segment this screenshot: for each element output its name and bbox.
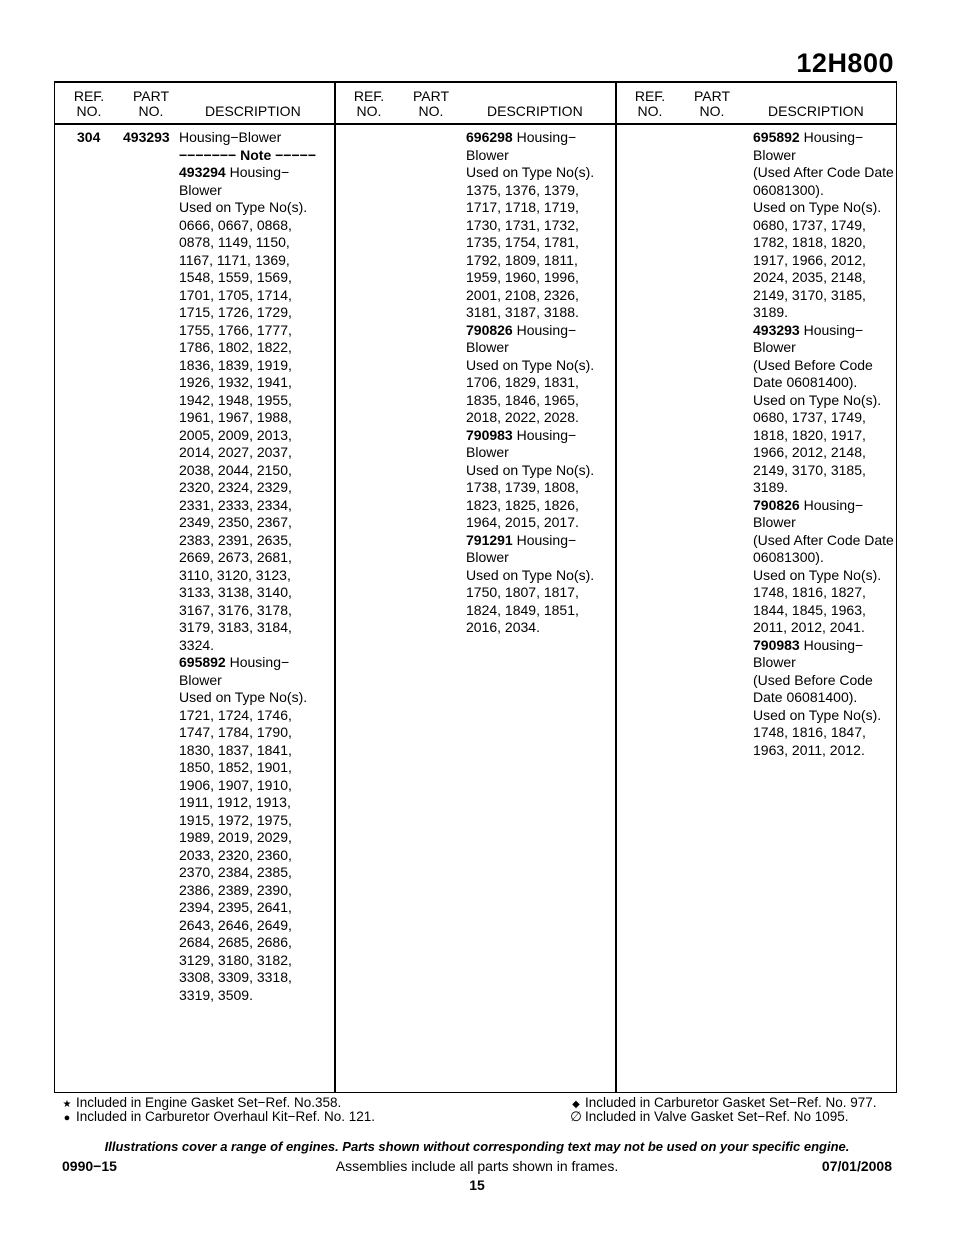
- description-line: [753, 742, 894, 760]
- description-text: 1911, 1912, 1913,: [179, 794, 291, 810]
- description-line: [179, 147, 316, 165]
- description-text: 1906, 1907, 1910,: [179, 776, 292, 793]
- description-line: [753, 269, 894, 287]
- description-text: Used on Type No(s).: [466, 566, 595, 583]
- description-line: [179, 532, 316, 550]
- description-text: 0878, 1149, 1150,: [179, 234, 290, 250]
- description-line: [179, 987, 316, 1005]
- description-text: 1830, 1837, 1841,: [179, 741, 292, 758]
- description-line: [466, 147, 594, 165]
- description-line: [466, 549, 594, 567]
- description-line: [753, 374, 894, 392]
- description-line: [753, 637, 894, 655]
- description-line: [466, 287, 594, 305]
- description-line: [179, 269, 316, 287]
- description-text: 1738, 1739, 1808,: [466, 479, 579, 495]
- description-text: Housing−: [799, 496, 864, 513]
- header-part-no: PART NO.: [412, 88, 450, 119]
- description-line: [179, 444, 316, 462]
- description-text: Used on Type No(s).: [179, 689, 308, 705]
- description-line: [179, 689, 316, 707]
- description-text: 3319, 3509.: [179, 986, 253, 1003]
- description-line: [753, 252, 894, 270]
- description-line: [753, 689, 894, 707]
- description-text: 1755, 1766, 1777,: [179, 321, 292, 338]
- description-text: 2383, 2391, 2635,: [179, 531, 292, 548]
- part-number-ref: 790983: [466, 426, 513, 443]
- description-text: 1824, 1849, 1851,: [466, 601, 579, 618]
- description-text: 1818, 1820, 1917,: [753, 426, 866, 443]
- description-text: (Used After Code Date: [753, 164, 894, 180]
- description-text: Used on Type No(s).: [466, 461, 595, 478]
- description-text: 2033, 2320, 2360,: [179, 846, 292, 863]
- description-text: 0666, 0667, 0868,: [179, 216, 292, 233]
- description-text: (Used Before Code: [753, 671, 873, 688]
- description-text: 3167, 3176, 3178,: [179, 601, 292, 618]
- description-line: [179, 777, 316, 795]
- description-text: 1735, 1754, 1781,: [466, 234, 579, 250]
- description-text: Housing−Blower: [179, 129, 282, 145]
- part-number-ref: 695892: [753, 129, 800, 145]
- description-line: [753, 707, 894, 725]
- description-text: 2011, 2012, 2041.: [753, 619, 865, 635]
- description-text: 1964, 2015, 2017.: [466, 514, 579, 530]
- description-text: 1748, 1816, 1847,: [753, 724, 866, 740]
- description-line: [466, 409, 594, 427]
- part-number-ref: 790826: [466, 321, 513, 338]
- description-line: [466, 392, 594, 410]
- part-number-ref: 695892: [179, 654, 226, 670]
- description-text: 1715, 1726, 1729,: [179, 304, 292, 320]
- description-line: [179, 234, 316, 252]
- description-text: Housing−: [225, 164, 290, 180]
- header-ref-no: REF. NO.: [634, 88, 666, 119]
- description-text: 1989, 2019, 2029,: [179, 829, 292, 845]
- description-text: 2149, 3170, 3185,: [753, 461, 866, 478]
- part-number-ref: 493294: [179, 164, 226, 180]
- part-number-ref: 493293: [753, 321, 800, 338]
- header-divider: [55, 123, 896, 125]
- description-text: 2669, 2673, 2681,: [179, 549, 292, 565]
- description-line: [179, 129, 316, 147]
- disclaimer: Illustrations cover a range of engines. Parts shown without corresponding text may not be used on your specific engine.: [104, 1139, 850, 1154]
- description-text: 1823, 1825, 1826,: [466, 496, 579, 513]
- description-line: [179, 567, 316, 585]
- description-line: [179, 707, 316, 725]
- description-line: [753, 532, 894, 550]
- description-text: Used on Type No(s).: [753, 566, 882, 583]
- description-line: [753, 182, 894, 200]
- part-number-ref: 790983: [753, 636, 800, 653]
- description-text: Housing−: [799, 636, 864, 653]
- description-line: [179, 462, 316, 480]
- description-line: [466, 374, 594, 392]
- part-number-ref: 696298: [466, 129, 513, 145]
- description-line: [753, 304, 894, 322]
- description-text: 1747, 1784, 1790,: [179, 724, 292, 740]
- description-text: 1835, 1846, 1965,: [466, 391, 579, 408]
- description-line: [753, 724, 894, 742]
- description-line: [179, 934, 316, 952]
- header-description: DESCRIPTION: [487, 103, 583, 119]
- description-text: 1375, 1376, 1379,: [466, 181, 579, 198]
- description-line: [179, 339, 316, 357]
- description-text: Blower: [179, 671, 222, 688]
- description-line: [753, 479, 894, 497]
- header-ref-no: REF. NO.: [73, 88, 105, 119]
- description-line: [753, 217, 894, 235]
- description-line: [179, 584, 316, 602]
- description-line: [466, 479, 594, 497]
- description-text: Blower: [466, 444, 509, 460]
- description-text: 2018, 2022, 2028.: [466, 409, 579, 425]
- part-number: 493293: [123, 129, 170, 145]
- description-line: [466, 339, 594, 357]
- description-line: [753, 514, 894, 532]
- star-icon: ★: [62, 1099, 72, 1110]
- description-line: [753, 619, 894, 637]
- description-text: 3133, 3138, 3140,: [179, 584, 292, 600]
- description-text: 3308, 3309, 3318,: [179, 969, 292, 985]
- description-line: [466, 444, 594, 462]
- description-line: [179, 829, 316, 847]
- description-line: [753, 409, 894, 427]
- description-text: 1959, 1960, 1996,: [466, 269, 579, 285]
- description-text: 0680, 1737, 1749,: [753, 216, 866, 233]
- description-line: [466, 199, 594, 217]
- description-text: Used on Type No(s).: [753, 391, 882, 408]
- description-text: Date 06081400).: [753, 374, 858, 390]
- description-line: [179, 812, 316, 830]
- description-line: [466, 234, 594, 252]
- description-text: 1836, 1839, 1919,: [179, 356, 292, 373]
- description-text: 2038, 2044, 2150,: [179, 461, 292, 478]
- description-line: [179, 882, 316, 900]
- description-line: [753, 339, 894, 357]
- description-line: [179, 969, 316, 987]
- description-line: [753, 357, 894, 375]
- column-divider: [615, 83, 617, 1092]
- description-text: Blower: [753, 146, 796, 163]
- description-text: Blower: [466, 339, 509, 355]
- description-line: [179, 182, 316, 200]
- description-text: 1701, 1705, 1714,: [179, 286, 292, 303]
- description-text: (Used Before Code: [753, 356, 873, 373]
- description-line: [753, 164, 894, 182]
- description-line: [179, 322, 316, 340]
- description-line: [466, 322, 594, 340]
- description-text: Blower: [753, 514, 796, 530]
- description-text: 3189.: [753, 304, 789, 320]
- description-text: Blower: [753, 339, 796, 355]
- description-text: Housing−: [799, 129, 864, 145]
- description-line: [179, 549, 316, 567]
- description-line: [179, 864, 316, 882]
- part-number-ref: −−−−−−−: [179, 146, 237, 163]
- description-text: 1548, 1559, 1569,: [179, 269, 292, 285]
- description-line: [179, 374, 316, 392]
- description-line: [179, 847, 316, 865]
- description-text: 1706, 1829, 1831,: [466, 374, 579, 390]
- description-text: 1750, 1807, 1817,: [466, 584, 579, 600]
- description-text: 3110, 3120, 3123,: [179, 566, 291, 583]
- description-text: Blower: [466, 549, 509, 565]
- footnote-carb-gasket: ◆ Included in Carburetor Gasket Set−Ref. No. 977.: [567, 1096, 877, 1112]
- assemblies-note: Assemblies include all parts shown in frames.: [335, 1158, 619, 1174]
- description-line: [466, 304, 594, 322]
- description-text: 3129, 3180, 3182,: [179, 951, 292, 968]
- description-line: [753, 444, 894, 462]
- description-text: 1748, 1816, 1827,: [753, 584, 866, 600]
- description-text: 1792, 1809, 1811,: [466, 251, 578, 268]
- header-part-no: PART NO.: [132, 88, 170, 119]
- description-line: [466, 619, 594, 637]
- description-line: [753, 462, 894, 480]
- header-description: DESCRIPTION: [205, 103, 301, 119]
- description-text: Used on Type No(s).: [466, 356, 595, 373]
- footnote-carb-overhaul: ● Included in Carburetor Overhaul Kit−Ref. No. 121.: [58, 1110, 375, 1125]
- part-number-ref: Note: [236, 146, 276, 163]
- description-text: 2394, 2395, 2641,: [179, 899, 292, 915]
- description-line: [179, 409, 316, 427]
- description-line: [466, 217, 594, 235]
- description-line: [179, 479, 316, 497]
- description-line: [179, 164, 316, 182]
- description-line: [179, 742, 316, 760]
- description-text: Housing−: [799, 321, 864, 338]
- description-column-1: [179, 129, 316, 1004]
- description-line: [179, 654, 316, 672]
- description-line: [179, 427, 316, 445]
- description-line: [466, 532, 594, 550]
- description-line: [753, 427, 894, 445]
- revision-date: 07/01/2008: [821, 1158, 892, 1174]
- description-line: [753, 147, 894, 165]
- description-text: Housing−: [225, 654, 290, 670]
- column-divider: [334, 83, 336, 1092]
- description-text: 1167, 1171, 1369,: [179, 251, 290, 268]
- description-line: [466, 427, 594, 445]
- description-line: [466, 514, 594, 532]
- description-line: [179, 724, 316, 742]
- description-line: [179, 392, 316, 410]
- description-text: 1966, 2012, 2148,: [753, 444, 866, 460]
- description-text: 2370, 2384, 2385,: [179, 864, 292, 880]
- part-number-ref: 790826: [753, 496, 800, 513]
- ref-number: 304: [77, 129, 101, 145]
- description-text: 0680, 1737, 1749,: [753, 409, 866, 425]
- part-number-ref: −−−−−: [275, 146, 317, 163]
- description-line: [179, 497, 316, 515]
- description-text: 1786, 1802, 1822,: [179, 339, 292, 355]
- description-text: 2005, 2009, 2013,: [179, 426, 292, 443]
- description-line: [179, 252, 316, 270]
- header-ref-no: REF. NO.: [353, 88, 385, 119]
- description-line: [466, 164, 594, 182]
- description-text: 3179, 3183, 3184,: [179, 619, 292, 635]
- description-line: [753, 287, 894, 305]
- description-line: [466, 584, 594, 602]
- dot-icon: ●: [63, 1112, 71, 1124]
- description-text: 2001, 2108, 2326,: [466, 286, 579, 303]
- description-line: [179, 199, 316, 217]
- description-line: [466, 602, 594, 620]
- parts-table: [54, 81, 897, 1093]
- description-line: [179, 759, 316, 777]
- description-text: 1717, 1718, 1719,: [466, 199, 579, 215]
- description-text: 1782, 1818, 1820,: [753, 234, 866, 250]
- diamond-icon: ◆: [572, 1099, 580, 1110]
- description-line: [753, 602, 894, 620]
- description-line: [753, 199, 894, 217]
- description-text: Blower: [179, 181, 222, 198]
- description-line: [179, 357, 316, 375]
- description-line: [753, 497, 894, 515]
- description-line: [179, 917, 316, 935]
- description-line: [179, 287, 316, 305]
- description-line: [466, 252, 594, 270]
- description-text: Used on Type No(s).: [753, 706, 882, 723]
- description-text: Date 06081400).: [753, 689, 858, 705]
- description-column-2: [466, 129, 594, 637]
- description-text: 1850, 1852, 1901,: [179, 759, 292, 775]
- empty-set-icon: ∅: [570, 1109, 582, 1124]
- description-text: 2386, 2389, 2390,: [179, 881, 292, 898]
- description-line: [179, 899, 316, 917]
- description-text: 2014, 2027, 2037,: [179, 444, 292, 460]
- description-line: [179, 794, 316, 812]
- description-line: [179, 952, 316, 970]
- description-text: 2684, 2685, 2686,: [179, 934, 292, 950]
- description-text: Housing−: [512, 531, 577, 548]
- description-line: [466, 497, 594, 515]
- description-line: [466, 269, 594, 287]
- description-text: 06081300).: [753, 549, 824, 565]
- description-line: [466, 357, 594, 375]
- description-text: Used on Type No(s).: [753, 199, 882, 215]
- description-line: [753, 549, 894, 567]
- description-line: [179, 602, 316, 620]
- description-text: 2643, 2646, 2649,: [179, 916, 292, 933]
- description-text: Used on Type No(s).: [179, 199, 308, 215]
- page-number: 15: [469, 1177, 485, 1193]
- description-line: [753, 129, 894, 147]
- description-line: [753, 567, 894, 585]
- description-line: [179, 514, 316, 532]
- description-text: 2016, 2034.: [466, 619, 540, 635]
- description-text: 1730, 1731, 1732,: [466, 216, 579, 233]
- description-text: Housing−: [512, 426, 577, 443]
- description-text: 1917, 1966, 2012,: [753, 251, 866, 268]
- description-text: Housing−: [512, 321, 577, 338]
- description-text: 2024, 2035, 2148,: [753, 269, 866, 285]
- description-text: 3189.: [753, 479, 789, 495]
- part-number-ref: 791291: [466, 531, 513, 548]
- description-text: 2320, 2324, 2329,: [179, 479, 292, 495]
- description-text: 1844, 1845, 1963,: [753, 601, 866, 618]
- description-text: 1961, 1967, 1988,: [179, 409, 292, 425]
- description-line: [179, 304, 316, 322]
- description-line: [466, 567, 594, 585]
- description-text: 1926, 1932, 1941,: [179, 374, 292, 390]
- footnote-engine-gasket: ★ Included in Engine Gasket Set−Ref. No.358.: [58, 1096, 341, 1112]
- description-text: 1915, 1972, 1975,: [179, 811, 292, 828]
- description-text: 1942, 1948, 1955,: [179, 391, 292, 408]
- description-line: [179, 672, 316, 690]
- description-text: 1963, 2011, 2012.: [753, 741, 865, 758]
- description-text: 06081300).: [753, 181, 824, 198]
- description-line: [179, 619, 316, 637]
- description-line: [753, 584, 894, 602]
- description-column-3: [753, 129, 894, 759]
- description-text: Blower: [466, 146, 509, 163]
- description-line: [753, 654, 894, 672]
- description-text: 3324.: [179, 636, 215, 653]
- description-text: (Used After Code Date: [753, 531, 894, 548]
- description-line: [753, 322, 894, 340]
- document-number: 0990−15: [62, 1158, 117, 1174]
- model-number: 12H800: [796, 48, 894, 78]
- header-part-no: PART NO.: [693, 88, 731, 119]
- description-line: [179, 217, 316, 235]
- description-text: 2349, 2350, 2367,: [179, 514, 292, 530]
- description-line: [466, 182, 594, 200]
- description-line: [753, 672, 894, 690]
- description-line: [753, 392, 894, 410]
- description-text: Used on Type No(s).: [466, 164, 595, 180]
- footnote-valve-gasket: ∅ Included in Valve Gasket Set−Ref. No 1095.: [567, 1110, 849, 1124]
- description-text: 2331, 2333, 2334,: [179, 496, 292, 513]
- description-text: 1721, 1724, 1746,: [179, 706, 292, 723]
- description-line: [753, 234, 894, 252]
- description-text: 3181, 3187, 3188.: [466, 304, 579, 320]
- description-line: [466, 129, 594, 147]
- description-text: Blower: [753, 654, 796, 670]
- description-line: [466, 462, 594, 480]
- description-text: Housing−: [512, 129, 577, 145]
- header-description: DESCRIPTION: [768, 103, 864, 119]
- description-line: [179, 637, 316, 655]
- description-text: 2149, 3170, 3185,: [753, 286, 866, 303]
